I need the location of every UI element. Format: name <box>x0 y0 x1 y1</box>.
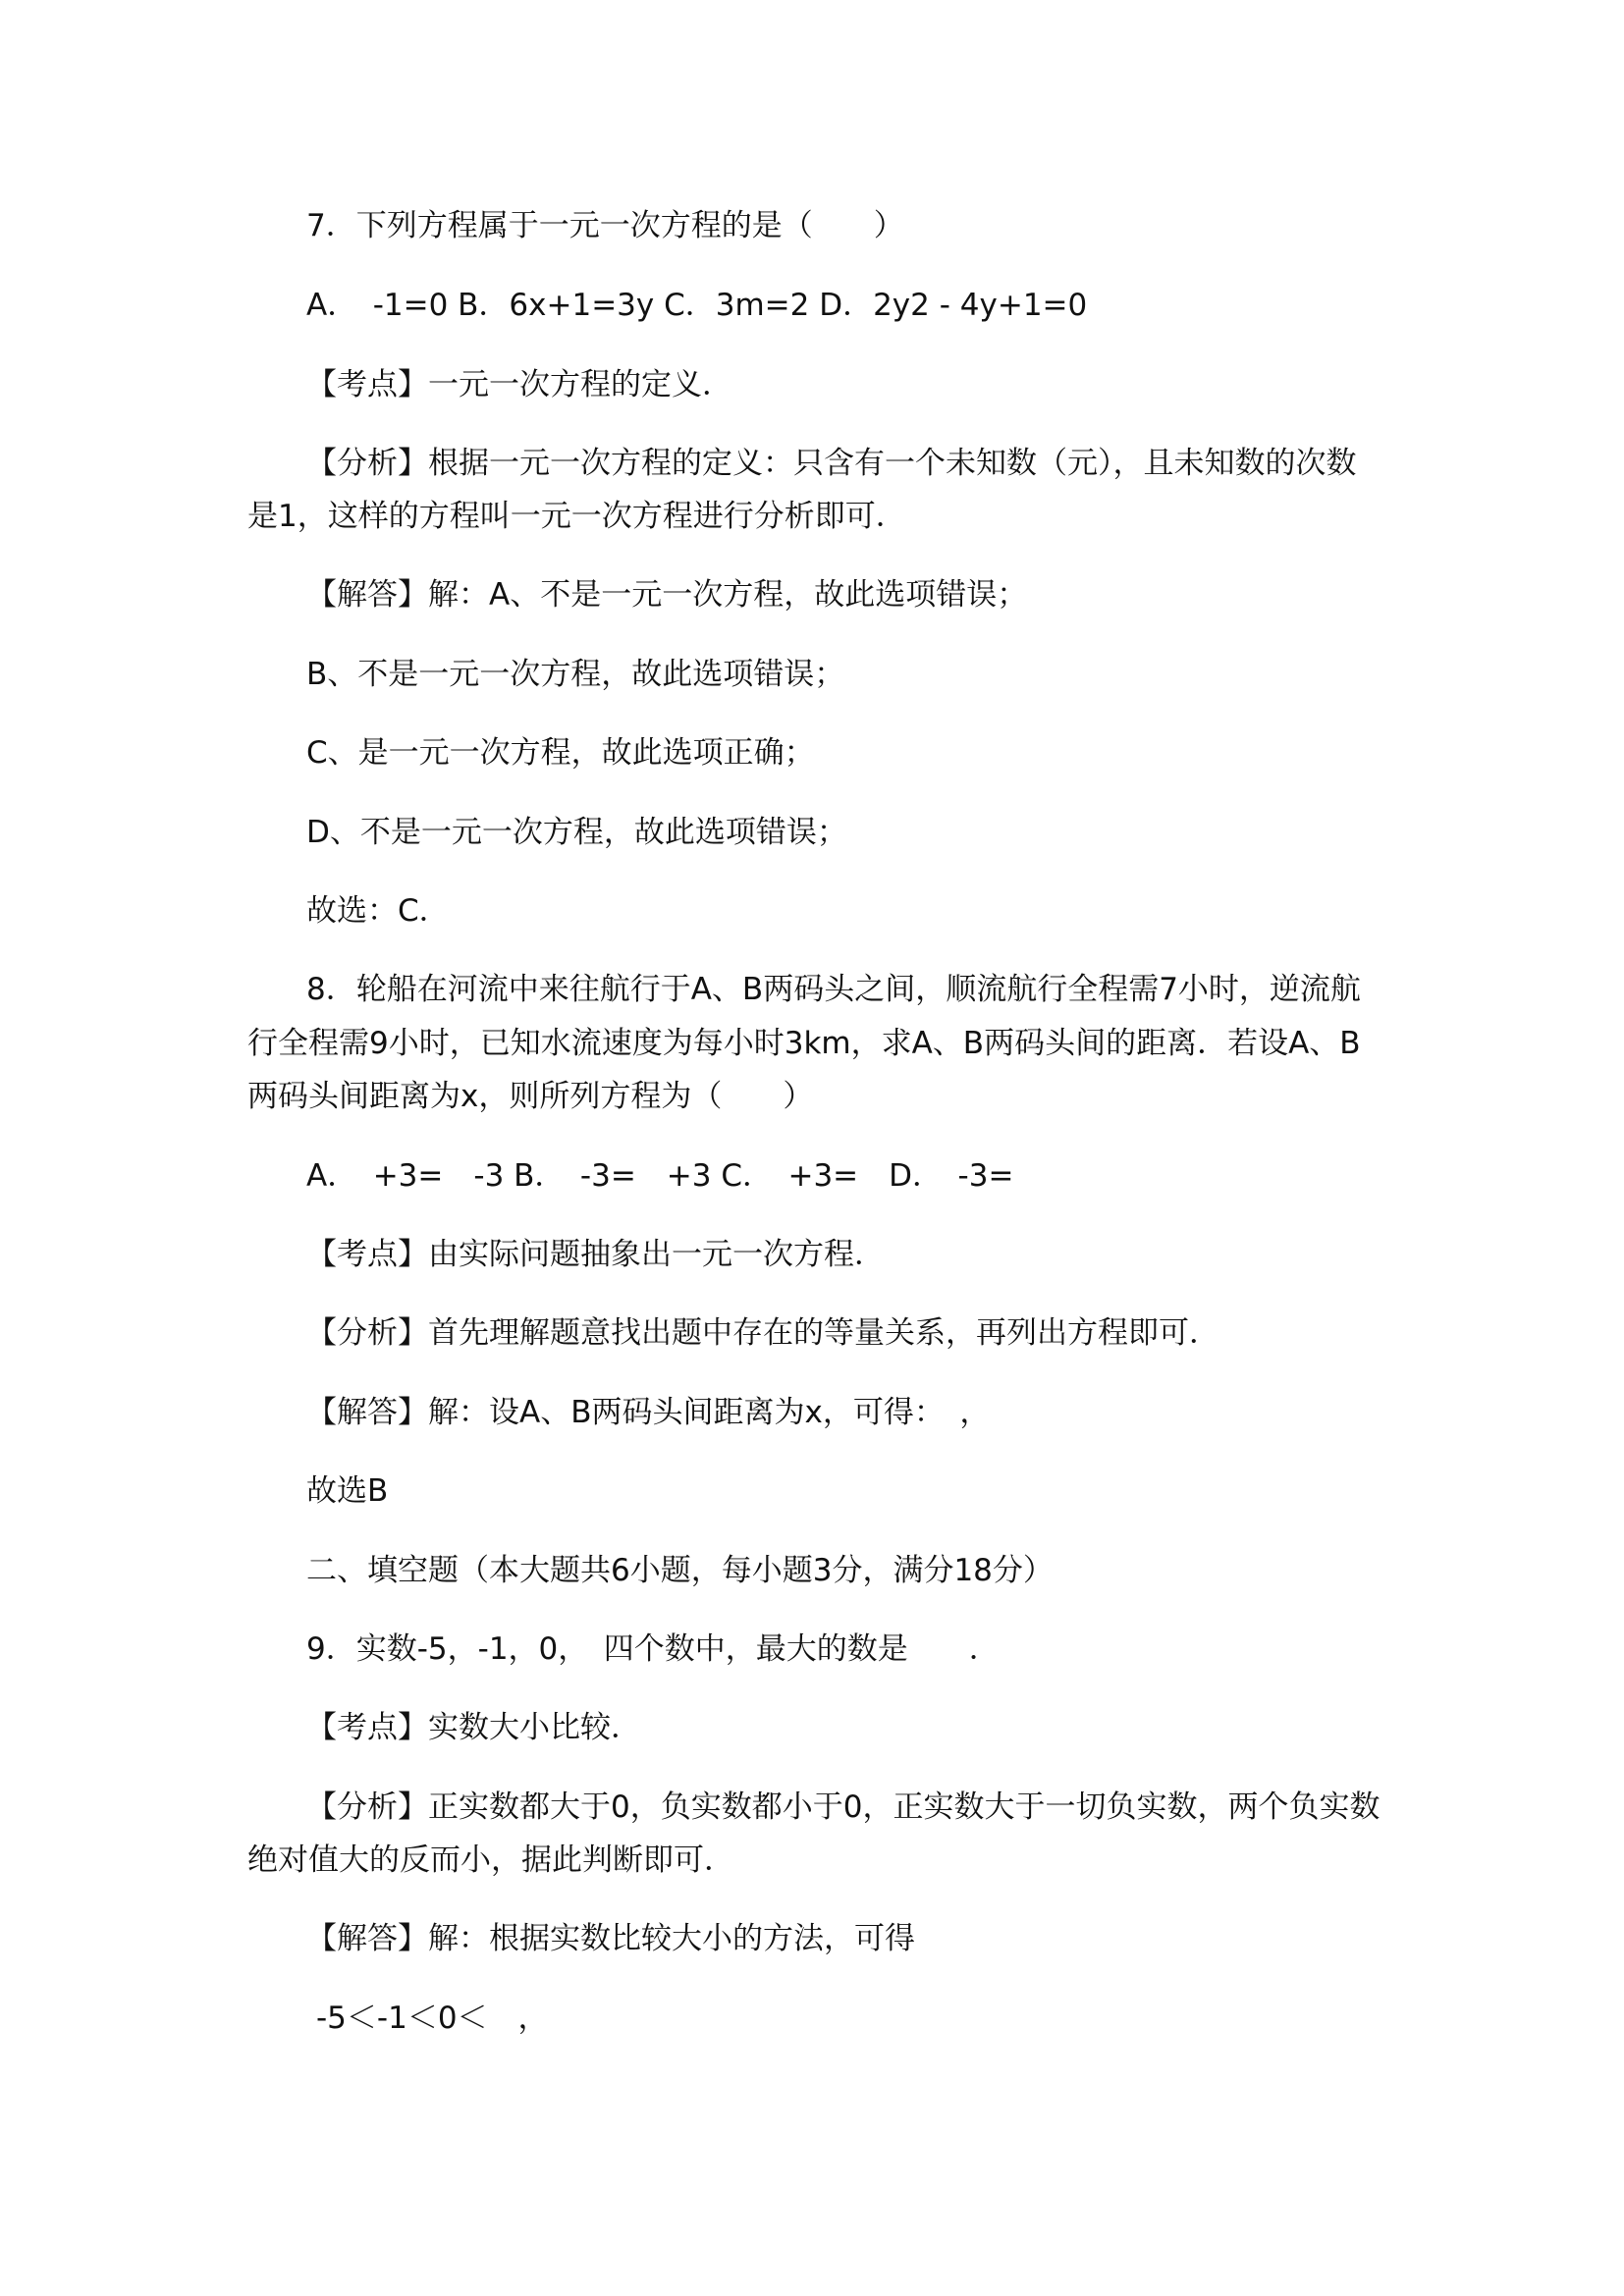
q9-fenxi-cont: 绝对值大的反而小，据此判断即可． <box>247 1842 734 1878</box>
q7-options: A． -1=0 B．6x+1=3y C．3m=2 D．2y2 - 4y+1=0 <box>306 288 1088 323</box>
q7-fenxi-cont: 是1，这样的方程叫一元一次方程进行分析即可． <box>247 499 906 534</box>
q7-fenxi: 【分析】根据一元一次方程的定义：只含有一个未知数（元），且未知数的次数 <box>306 446 1357 481</box>
q8-options: A． +3= -3 B． -3= +3 C． +3= D． -3= <box>306 1158 1014 1194</box>
q9-fenxi: 【分析】正实数都大于0，负实数都小于0，正实数大于一切负实数，两个负实数 <box>306 1789 1380 1825</box>
q8-question-cont-1: 行全程需9小时，已知水流速度为每小时3km，求A、B两码头间的距离．若设A、B <box>247 1026 1361 1061</box>
q7-jieda: 【解答】解：A、不是一元一次方程，故此选项错误； <box>306 577 1028 613</box>
q9-jieda: 【解答】解：根据实数比较大小的方法，可得 <box>306 1921 915 1956</box>
q9-kaodian: 【考点】实数大小比较． <box>306 1710 641 1745</box>
q8-question: 8．轮船在河流中来往航行于A、B两码头之间，顺流航行全程需7小时，逆流航 <box>306 972 1361 1007</box>
q8-kaodian: 【考点】由实际问题抽象出一元一次方程． <box>306 1237 885 1272</box>
q9-question: 9．实数-5，-1，0， 四个数中，最大的数是 ． <box>306 1631 1000 1667</box>
q7-kaodian: 【考点】一元一次方程的定义． <box>306 367 732 402</box>
q7-answer: 故选：C． <box>306 893 450 929</box>
q8-jieda: 【解答】解：设A、B两码头间距离为x，可得： ， <box>306 1395 991 1430</box>
q7-option-b: B、不是一元一次方程，故此选项错误； <box>306 657 845 692</box>
q9-inequality: -5＜-1＜0＜ ， <box>316 2001 549 2036</box>
q8-answer: 故选B <box>306 1473 389 1509</box>
section-heading: 二、填空题（本大题共6小题，每小题3分，满分18分） <box>306 1553 1054 1588</box>
q7-option-d: D、不是一元一次方程，故此选项错误； <box>306 815 847 850</box>
q7-option-c: C、是一元一次方程，故此选项正确； <box>306 735 815 771</box>
q8-question-cont-2: 两码头间距离为x，则所列方程为（ ） <box>247 1079 814 1114</box>
q7-question: 7．下列方程属于一元一次方程的是（ ） <box>306 208 904 243</box>
q8-fenxi: 【分析】首先理解题意找出题中存在的等量关系，再列出方程即可． <box>306 1315 1219 1351</box>
